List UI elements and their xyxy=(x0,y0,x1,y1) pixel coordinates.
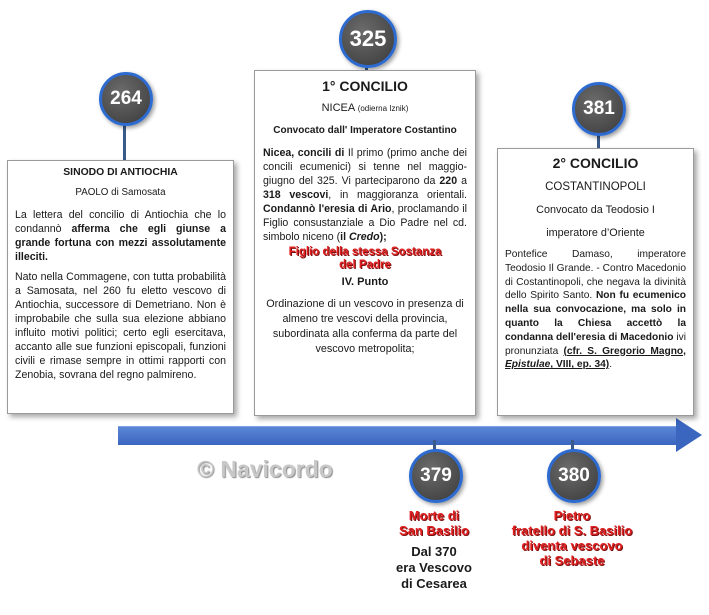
event-379-line-3: Dal 370 xyxy=(411,544,457,559)
convened-by-line-1: Convocato da Teodosio I xyxy=(536,204,655,216)
punto-heading: IV. Punto xyxy=(341,276,389,288)
sinodo-paragraph-1 xyxy=(15,208,226,264)
body-text: Il primo (primo anche dei concili ecumenici) si tenne nel maggio-giugno del 325. Vi parteciparono da xyxy=(263,147,467,187)
year-marker-264 xyxy=(99,72,153,126)
citation-text: (cfr. S. Gregorio Magno, xyxy=(563,345,686,357)
body-text: a xyxy=(457,175,467,187)
event-380-line-2: fratello di S. Basilio xyxy=(511,523,633,538)
copyright-watermark: © Navicordo xyxy=(197,456,333,482)
place-name: NICEA xyxy=(321,102,355,114)
body-bold: 220 xyxy=(439,175,458,187)
card-place: COSTANTINOPOLI xyxy=(545,181,646,193)
body-text: . xyxy=(609,359,613,371)
year-label: 381 xyxy=(583,98,615,119)
year-label: 325 xyxy=(349,26,387,51)
body-text: , proclamando il Figlio consustanziale a Dio Padre nel cd. simbolo niceno ( xyxy=(263,203,467,243)
sinodo-bold-text: afferma che egli giunse a grande fortuna con mezzi assolutamente illeciti. xyxy=(15,223,226,263)
year-label: 264 xyxy=(110,88,142,109)
sinodo-paragraph-2: Nato nella Commagene, con tutta probabilità a Samosata, nel 260 fu eletto vescovo di Antiochia, successore di Demetriano. Non è improbabile che sulla sua elezione abbiano influito motivi politici; certo egli esercitava, accanto alle sue funzioni episcopali, funzioni civili e rimase sempre in ottimi rapporti con Zenobia, sovrana del regno palmireno. xyxy=(15,271,226,381)
body-text: ivi pronunziata xyxy=(505,331,686,357)
convened-by: Convocato dall' Imperatore Costantino xyxy=(273,125,457,136)
event-379-line-4: era Vescovo xyxy=(396,560,472,575)
place-note: (odierna Iznik) xyxy=(357,104,409,113)
timeline-arrow-head xyxy=(676,418,702,452)
event-379-line-2: San Basilio xyxy=(398,523,470,538)
year-label: 379 xyxy=(420,465,452,486)
convened-by-line-2: imperatore d’Oriente xyxy=(546,227,645,239)
sinodo-antiochia-card xyxy=(7,160,234,414)
timeline-arrow xyxy=(118,426,678,445)
red-highlight-line-2: del Padre xyxy=(339,259,391,271)
body-bold: Non fu ecumenico nella sua convocazione, ma solo in quanto la Chiesa accettò la condanna dell'eresia di Macedonio xyxy=(505,290,686,343)
card-subtitle: PAOLO di Samosata xyxy=(75,187,166,198)
year-marker-380 xyxy=(547,449,601,503)
card-title: 2° CONCILIO xyxy=(552,155,639,171)
body-text: , in maggioranza orientali. xyxy=(328,189,467,201)
concilio-1-body xyxy=(263,146,467,244)
ordinazione-text: Ordinazione di un vescovo in presenza di almeno tre vescovi della provincia, subordinata alla conferma da parte del vescovo metropolita; xyxy=(266,298,464,355)
body-bold: Nicea, concili di xyxy=(263,147,345,159)
event-380-text xyxy=(490,508,654,568)
year-marker-325 xyxy=(339,10,397,68)
body-bold: ); xyxy=(379,231,387,243)
event-379-line-5: di Cesarea xyxy=(401,576,467,591)
card-title: SINODO DI ANTIOCHIA xyxy=(63,167,178,178)
concilio-2-card xyxy=(497,148,694,416)
body-text: Pontefice Damaso, imperatore Teodosio Il Grande. - Contro Macedonio di Costantinopoli, che negava la divinità dello Spirito Santo. xyxy=(505,249,686,302)
year-marker-381 xyxy=(572,82,626,136)
body-bold: Condannò l'eresia di Ario xyxy=(263,203,392,215)
event-379-line-1: Morte di xyxy=(408,508,460,523)
concilio-2-body xyxy=(505,248,686,372)
body-bold-italic: Credo xyxy=(348,231,380,243)
red-highlight-line-1: Figlio della stessa Sostanza xyxy=(288,246,442,258)
card-place xyxy=(263,101,467,116)
year-label: 380 xyxy=(558,465,590,486)
card-title: 1° CONCILIO xyxy=(322,78,408,94)
event-380-line-1: Pietro xyxy=(553,508,591,523)
sinodo-text: La lettera del concilio di Antiochia che lo condannò xyxy=(15,209,226,235)
event-379-text xyxy=(372,508,496,592)
year-marker-379 xyxy=(409,449,463,503)
body-bold: 318 vescovi xyxy=(263,189,329,201)
concilio-1-card xyxy=(254,70,476,416)
event-380-line-4: di Sebaste xyxy=(539,553,605,568)
citation-italic: Epistulae xyxy=(505,359,551,371)
citation-text: , VIII, ep. 34) xyxy=(550,359,610,371)
event-380-line-3: diventa vescovo xyxy=(521,538,623,553)
body-bold: il xyxy=(340,231,349,243)
